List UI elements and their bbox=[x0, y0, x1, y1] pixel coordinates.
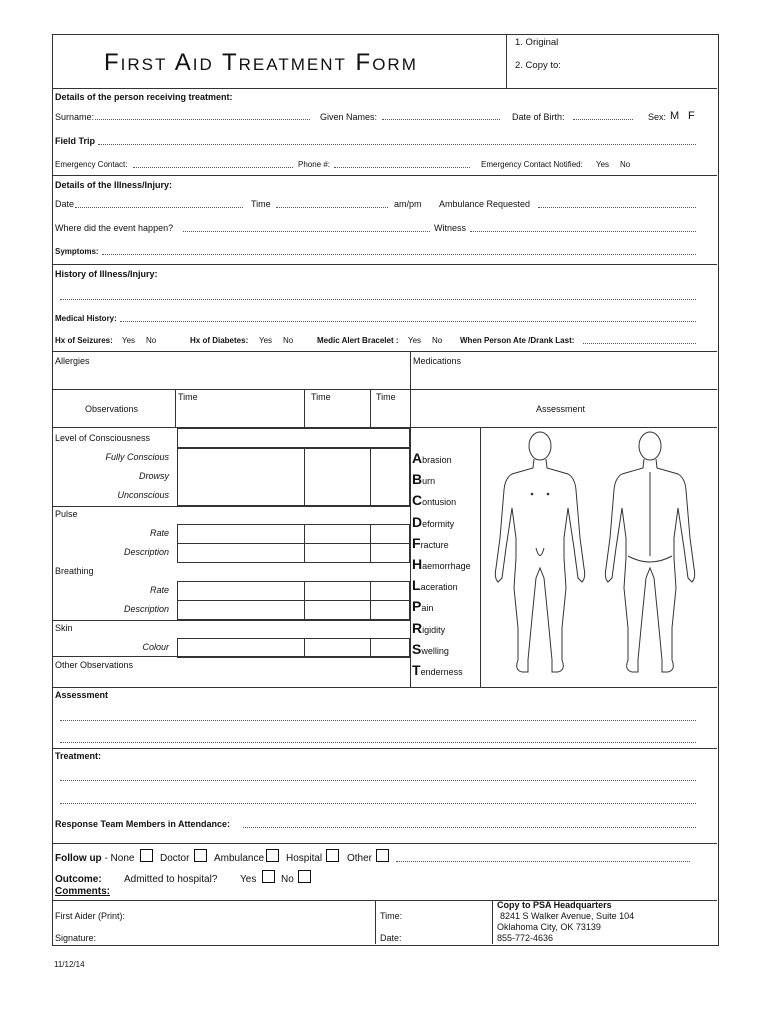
abc-item-fracture: Fracture bbox=[412, 534, 449, 551]
abc-item-tenderness: Tenderness bbox=[412, 662, 463, 679]
dob-field[interactable] bbox=[573, 119, 633, 120]
original-label: 1. Original bbox=[515, 37, 559, 48]
date-label: Date bbox=[55, 199, 75, 209]
obs-col-4 bbox=[410, 389, 411, 687]
diabetes-yes[interactable]: Yes bbox=[259, 336, 273, 345]
abc-item-haemorrhage: Haemorrhage bbox=[412, 556, 471, 573]
outcome-label: Outcome: bbox=[55, 874, 102, 885]
followup-divider bbox=[52, 843, 717, 844]
admitted-no-checkbox[interactable] bbox=[298, 870, 311, 883]
hq-address-1: 8241 S Walker Avenue, Suite 104 bbox=[500, 911, 635, 921]
sex-m-option[interactable]: M bbox=[670, 110, 680, 122]
ambulance-label: Ambulance Requested bbox=[439, 199, 531, 209]
footer-split-1 bbox=[375, 900, 376, 944]
history-heading: History of Illness/Injury: bbox=[55, 269, 158, 279]
abc-item-rigidity: Rigidity bbox=[412, 619, 446, 636]
followup-row bbox=[55, 853, 134, 864]
pulse-grid-mid bbox=[177, 543, 410, 544]
history-field[interactable] bbox=[60, 299, 696, 300]
abc-item-abrasion: Abrasion bbox=[412, 450, 452, 466]
followup-none-checkbox[interactable] bbox=[140, 849, 153, 862]
breathing-grid-mid bbox=[177, 600, 410, 601]
skin-grid-col-1 bbox=[304, 638, 305, 658]
emergency-contact-field[interactable] bbox=[133, 167, 293, 168]
obs-label-11: Colour bbox=[142, 642, 169, 652]
symptoms-label: Symptoms: bbox=[55, 247, 99, 256]
contact-notified-label: Emergency Contact Notified: bbox=[481, 160, 583, 169]
contact-notified-yes[interactable]: Yes bbox=[596, 160, 610, 169]
bracelet-label: Medic Alert Bracelet : bbox=[317, 336, 399, 345]
contact-notified-no[interactable]: No bbox=[620, 160, 631, 169]
followup-ambulance-checkbox[interactable] bbox=[266, 849, 279, 862]
illness-divider bbox=[52, 175, 717, 176]
version-date: 11/12/14 bbox=[54, 960, 85, 969]
followup-label: Follow up bbox=[55, 853, 102, 864]
obs-col-1 bbox=[175, 389, 176, 427]
consciousness-grid-col-2 bbox=[370, 448, 371, 506]
bracelet-yes[interactable]: Yes bbox=[408, 336, 422, 345]
followup-ambulance-label: Ambulance bbox=[214, 853, 265, 864]
diabetes-label: Hx of Diabetes: bbox=[190, 336, 249, 345]
hq-phone: 855-772-4636 bbox=[497, 933, 554, 943]
phone-label: Phone #: bbox=[298, 160, 331, 169]
abc-item-laceration: Laceration bbox=[412, 577, 458, 594]
seizures-yes[interactable]: Yes bbox=[122, 336, 136, 345]
followup-hospital-label: Hospital bbox=[286, 853, 323, 864]
obs-label-9: Description bbox=[123, 604, 169, 614]
obs-label-2: Drowsy bbox=[138, 471, 169, 481]
footer-date-label: Date: bbox=[380, 933, 402, 943]
surname-label: Surname: bbox=[55, 112, 95, 122]
time-field[interactable] bbox=[276, 207, 388, 208]
observations-heading: Observations bbox=[85, 404, 139, 414]
body-front bbox=[495, 432, 584, 672]
obs-label-3: Unconscious bbox=[117, 490, 169, 500]
followup-doctor-checkbox[interactable] bbox=[194, 849, 207, 862]
medical-history-label: Medical History: bbox=[55, 314, 117, 323]
surname-field[interactable] bbox=[95, 119, 310, 120]
ate-drank-label: When Person Ate /Drank Last: bbox=[460, 336, 575, 345]
followup-none-label: - None bbox=[104, 853, 135, 864]
first-aider-label: First Aider (Print): bbox=[55, 911, 126, 921]
obs-label-1: Fully Conscious bbox=[105, 452, 169, 462]
consciousness-grid[interactable] bbox=[177, 448, 410, 506]
obs-label-7: Breathing bbox=[55, 566, 94, 576]
time-col-2: Time bbox=[311, 392, 331, 402]
time-col-1: Time bbox=[178, 392, 198, 402]
hq-address-2: Oklahoma City, OK 73139 bbox=[497, 922, 601, 932]
date-field[interactable] bbox=[75, 207, 243, 208]
abc-item-pain: Pain bbox=[412, 598, 434, 615]
treatment-line-1[interactable] bbox=[60, 780, 696, 781]
assessment-heading: Assessment bbox=[55, 690, 109, 700]
assessment-col-heading: Assessment bbox=[536, 404, 586, 414]
observations-top bbox=[52, 389, 717, 390]
response-team-field[interactable] bbox=[243, 827, 696, 828]
abc-item-burn: Burn bbox=[412, 471, 436, 488]
skin-grid-col-2 bbox=[370, 638, 371, 658]
seizures-no[interactable]: No bbox=[146, 336, 157, 345]
obs-label-4: Pulse bbox=[55, 509, 78, 519]
symptoms-field[interactable] bbox=[102, 254, 696, 255]
followup-hospital-checkbox[interactable] bbox=[326, 849, 339, 862]
treatment-divider bbox=[52, 748, 717, 749]
abc-list bbox=[412, 449, 482, 682]
where-label: Where did the event happen? bbox=[55, 223, 174, 233]
obs-col-3 bbox=[370, 389, 371, 427]
witness-label: Witness bbox=[434, 223, 467, 233]
treatment-heading: Treatment: bbox=[55, 751, 102, 761]
field-trip-label: Field Trip bbox=[55, 136, 96, 146]
phone-field[interactable] bbox=[334, 167, 470, 168]
medications-label: Medications bbox=[413, 356, 462, 366]
signature-label: Signature: bbox=[55, 933, 97, 943]
page-title: First Aid Treatment Form bbox=[104, 49, 418, 76]
illness-heading: Details of the Illness/Injury: bbox=[55, 180, 173, 190]
admitted-label: Admitted to hospital? bbox=[124, 874, 218, 885]
loc-time-box[interactable] bbox=[177, 428, 410, 448]
assessment-line-2[interactable] bbox=[60, 742, 696, 743]
bracelet-no[interactable]: No bbox=[432, 336, 443, 345]
followup-other-checkbox[interactable] bbox=[376, 849, 389, 862]
obs-col-2 bbox=[304, 389, 305, 427]
followup-other-label: Other bbox=[347, 853, 373, 864]
diabetes-no[interactable]: No bbox=[283, 336, 294, 345]
copy-hq-heading: Copy to PSA Headquarters bbox=[497, 900, 612, 910]
body-diagram[interactable] bbox=[490, 428, 710, 678]
footer-time-label: Time: bbox=[380, 911, 403, 921]
row-divider-other bbox=[52, 656, 410, 657]
seizures-label: Hx of Seizures: bbox=[55, 336, 113, 345]
ate-drank-field[interactable] bbox=[583, 343, 696, 344]
followup-other-field[interactable] bbox=[396, 861, 690, 862]
sex-f-option[interactable]: F bbox=[688, 110, 695, 122]
obs-label-5: Rate bbox=[149, 528, 169, 538]
assessment-divider bbox=[52, 687, 717, 688]
given-names-label: Given Names: bbox=[320, 112, 378, 122]
ampm-label: am/pm bbox=[394, 199, 422, 209]
body-back bbox=[605, 432, 694, 672]
assessment-line-1[interactable] bbox=[60, 720, 696, 721]
history-divider bbox=[52, 264, 717, 265]
consciousness-grid-col-1 bbox=[304, 448, 305, 506]
treatment-line-2[interactable] bbox=[60, 803, 696, 804]
skin-box[interactable] bbox=[177, 638, 410, 658]
row-divider-skin bbox=[52, 620, 410, 621]
time-label: Time bbox=[251, 199, 271, 209]
medical-history-field[interactable] bbox=[120, 321, 696, 322]
sex-label: Sex: bbox=[648, 112, 667, 122]
admitted-no-label: No bbox=[281, 874, 294, 885]
emergency-contact-label: Emergency Contact: bbox=[55, 160, 128, 169]
admitted-yes-label: Yes bbox=[240, 874, 257, 885]
person-heading: Details of the person receiving treatment: bbox=[55, 92, 233, 102]
admitted-yes-checkbox[interactable] bbox=[262, 870, 275, 883]
footer-split-2 bbox=[492, 900, 493, 944]
obs-label-10: Skin bbox=[55, 623, 73, 633]
row-divider-pulse bbox=[52, 506, 410, 507]
allergies-divider bbox=[52, 351, 717, 352]
abc-item-swelling: Swelling bbox=[412, 640, 449, 657]
response-team-label: Response Team Members in Attendance: bbox=[55, 819, 231, 829]
footer-divider bbox=[52, 900, 717, 901]
given-names-field[interactable] bbox=[382, 119, 500, 120]
comments-label: Comments: bbox=[55, 886, 111, 897]
where-field[interactable] bbox=[183, 231, 430, 232]
copy-to-label: 2. Copy to: bbox=[515, 60, 561, 71]
allergies-label: Allergies bbox=[55, 356, 90, 366]
allergies-medications-split bbox=[410, 351, 411, 389]
field-trip-field[interactable] bbox=[98, 144, 696, 145]
obs-label-8: Rate bbox=[149, 585, 169, 595]
abc-item-deformity: Deformity bbox=[412, 513, 455, 530]
abc-item-contusion: Contusion bbox=[412, 492, 457, 509]
witness-field[interactable] bbox=[470, 231, 696, 232]
obs-label-0: Level of Consciousness bbox=[55, 433, 151, 443]
dob-label: Date of Birth: bbox=[512, 112, 565, 122]
obs-label-6: Description bbox=[123, 547, 169, 557]
followup-doctor-label: Doctor bbox=[160, 853, 190, 864]
other-observations-label: Other Observations bbox=[55, 660, 134, 670]
time-col-3: Time bbox=[376, 392, 396, 402]
ambulance-field[interactable] bbox=[538, 207, 696, 208]
